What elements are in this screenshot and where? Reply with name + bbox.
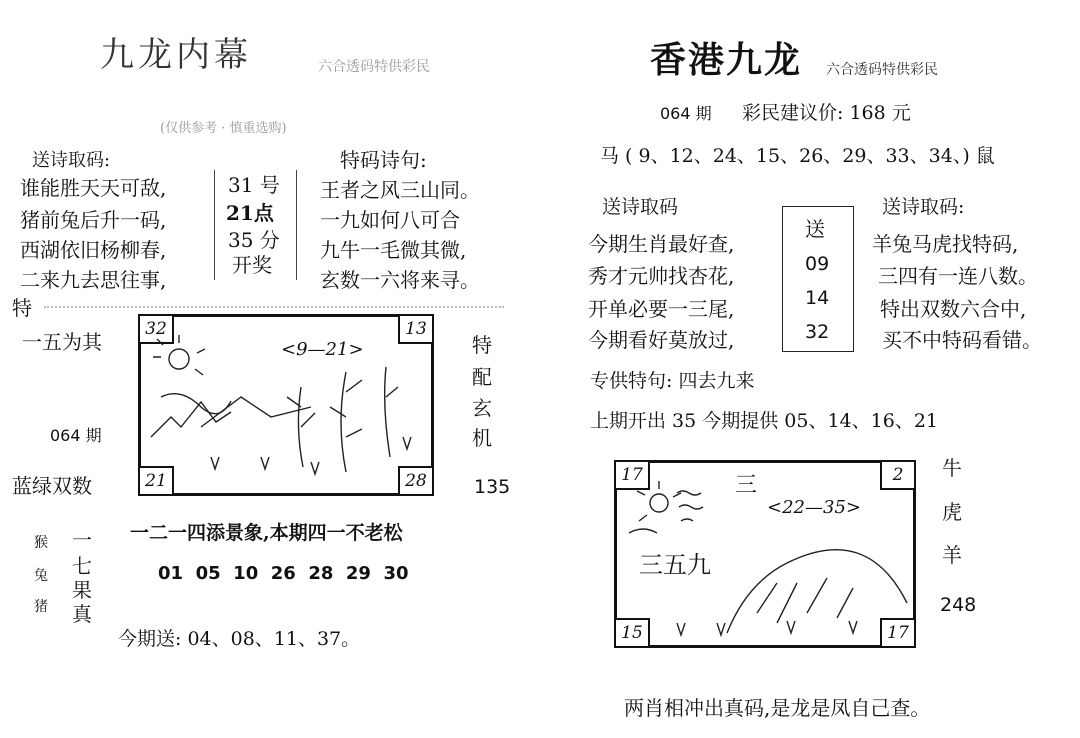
poem-line: 今期生肖最好查, bbox=[588, 232, 735, 256]
dotted-line bbox=[44, 306, 504, 308]
divider bbox=[214, 170, 215, 280]
divider bbox=[296, 170, 297, 280]
side-char: 玄 bbox=[472, 396, 492, 420]
poem-line: 开单必要一三尾, bbox=[588, 297, 735, 321]
guo-zhen-char: 七 bbox=[72, 554, 92, 578]
song-label-right: 送诗取码: bbox=[882, 196, 965, 218]
poem-line: 二来九去思往事, bbox=[20, 268, 167, 292]
animal: 猪 bbox=[34, 599, 48, 615]
left-drawing-box bbox=[138, 314, 434, 496]
corner-tr: 2 bbox=[880, 460, 916, 490]
left-issue: 064 期 bbox=[50, 426, 102, 445]
te-poem-line: 玄数一六将来寻。 bbox=[320, 268, 480, 292]
poem-line: 谁能胜天天可敌, bbox=[20, 176, 167, 200]
draw-number: 31 号 bbox=[228, 173, 280, 197]
right-title: 香港九龙 bbox=[650, 39, 803, 81]
side-char: 特 bbox=[472, 333, 492, 357]
send-label: 送 bbox=[805, 217, 825, 241]
send-box bbox=[782, 206, 854, 352]
guo-zhen-char: 一 bbox=[72, 528, 92, 552]
side-char: 虎 bbox=[942, 500, 962, 524]
animal: 兔 bbox=[34, 568, 48, 584]
drawing-sanwujiu: 三五九 bbox=[639, 551, 711, 579]
poem-line: 特出双数六合中, bbox=[880, 297, 1027, 321]
left-title-note: (仅供参考 · 慎重选购) bbox=[160, 121, 287, 136]
poem-line: 买不中特码看错。 bbox=[882, 328, 1042, 352]
draw-open: 开奖 bbox=[232, 253, 272, 277]
left-te-poem-label: 特码诗句: bbox=[340, 148, 427, 172]
right-price: 彩民建议价: 168 元 bbox=[742, 102, 911, 124]
side-char: 配 bbox=[472, 365, 492, 389]
side-char: 机 bbox=[472, 426, 492, 450]
corner-bl: 21 bbox=[138, 466, 174, 496]
yi-wu-wei-qi: 一五为其 bbox=[22, 330, 102, 354]
left-poem-label: 送诗取码: bbox=[32, 150, 111, 171]
song-label-left: 送诗取码 bbox=[602, 196, 679, 218]
sketch-illustration bbox=[141, 317, 431, 493]
left-numbers: 01 05 10 26 28 29 30 bbox=[158, 563, 409, 584]
animal: 猴 bbox=[34, 535, 48, 551]
side-char: 牛 bbox=[942, 456, 962, 480]
guo-zhen-char: 真 bbox=[72, 602, 92, 626]
guo-zhen-char: 果 bbox=[72, 578, 92, 602]
poem-line: 西湖依旧杨柳春, bbox=[20, 238, 167, 262]
horse-line: 马 ( 9、12、24、15、26、29、33、34、) 鼠 bbox=[600, 145, 995, 167]
draw-minute: 35 分 bbox=[228, 228, 280, 252]
poem-line: 羊兔马虎找特码, bbox=[872, 232, 1019, 256]
left-side-number: 135 bbox=[474, 476, 511, 498]
jin-qi-song: 今期送: 04、08、11、37。 bbox=[118, 628, 361, 650]
te-poem-line: 九牛一毛微其微, bbox=[320, 238, 467, 262]
right-drawing-box bbox=[614, 460, 916, 648]
poem-line: 今期看好莫放过, bbox=[588, 328, 735, 352]
corner-bl: 15 bbox=[614, 618, 650, 648]
poem-line: 猪前兔后升一码, bbox=[20, 208, 167, 232]
te-label: 特 bbox=[12, 296, 32, 320]
sketch-illustration bbox=[617, 463, 913, 645]
right-footer: 两肖相冲出真码,是龙是凤自己查。 bbox=[624, 696, 931, 720]
draw-hour: 21点 bbox=[226, 201, 274, 225]
drawing-three: 三 bbox=[735, 473, 758, 498]
send-number: 09 bbox=[805, 253, 830, 275]
poem-line: 三四有一连八数。 bbox=[878, 264, 1038, 288]
te-poem-line: 一九如何八可合 bbox=[320, 208, 460, 232]
right-issue: 064 期 bbox=[660, 104, 712, 123]
left-title: 九龙内幕 bbox=[100, 35, 252, 75]
send-number: 14 bbox=[805, 287, 830, 309]
drawing-text: <9—21> bbox=[281, 339, 364, 360]
corner-br: 17 bbox=[880, 618, 916, 648]
drawing-range: <22—35> bbox=[767, 497, 861, 518]
corner-tl: 32 bbox=[138, 314, 174, 344]
last-line: 上期开出 35 今期提供 05、14、16、21 bbox=[590, 410, 939, 432]
te-poem-line: 王者之风三山同。 bbox=[320, 178, 480, 202]
left-title-sub: 六合透码特供彩民 bbox=[318, 59, 430, 75]
right-side-number: 248 bbox=[940, 594, 977, 616]
send-number: 32 bbox=[805, 321, 830, 343]
left-slogan: 一二一四添景象,本期四一不老松 bbox=[130, 522, 403, 544]
corner-br: 28 bbox=[398, 466, 434, 496]
special-line: 专供特句: 四去九来 bbox=[590, 370, 755, 392]
side-char: 羊 bbox=[942, 543, 962, 567]
poem-line: 秀才元帅找杏花, bbox=[588, 264, 735, 288]
corner-tl: 17 bbox=[614, 460, 650, 490]
lan-lv-shuang-shu: 蓝绿双数 bbox=[12, 474, 92, 498]
corner-tr: 13 bbox=[398, 314, 434, 344]
right-title-sub: 六合透码特供彩民 bbox=[826, 62, 938, 78]
